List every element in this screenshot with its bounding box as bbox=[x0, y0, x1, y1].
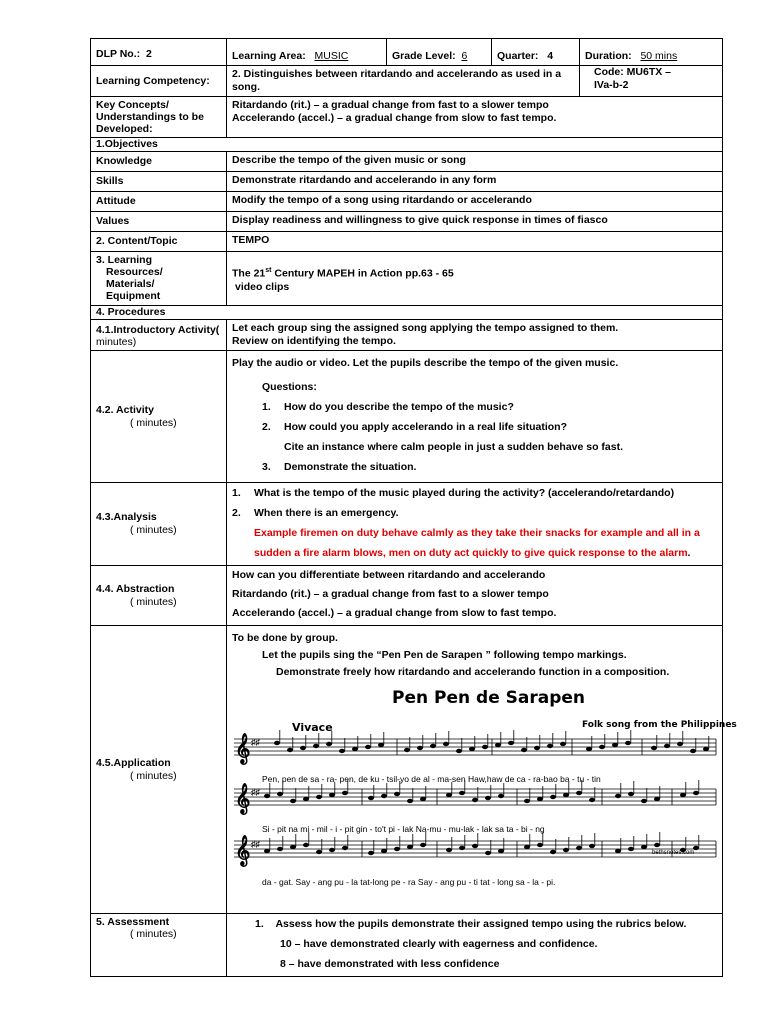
grade-level-label: Grade Level: bbox=[392, 50, 456, 62]
note-head bbox=[524, 799, 530, 803]
competency-text: 2. Distinguishes between ritardando and accelerando as used in a song. bbox=[227, 66, 580, 97]
analysis-item-2: 2. When there is an emergency. bbox=[232, 503, 717, 523]
note-head bbox=[703, 747, 709, 751]
quarter-label: Quarter: bbox=[497, 50, 539, 62]
note-head bbox=[287, 748, 293, 752]
note-head bbox=[316, 795, 322, 799]
abstraction-label bbox=[91, 566, 227, 626]
note-head bbox=[589, 798, 595, 802]
note-head bbox=[264, 849, 270, 853]
note-head bbox=[300, 746, 306, 750]
key-concepts-label bbox=[91, 97, 227, 138]
note-head bbox=[654, 843, 660, 847]
duration-label: Duration: bbox=[585, 50, 632, 62]
note-head bbox=[537, 797, 543, 801]
application-row bbox=[91, 626, 723, 914]
procedures-heading: 4. Procedures bbox=[91, 306, 723, 320]
values-row bbox=[91, 212, 723, 232]
note-head bbox=[290, 845, 296, 849]
application-label bbox=[91, 626, 227, 914]
analysis-minutes: ( minutes) bbox=[130, 524, 177, 536]
book-title-sup: st bbox=[265, 267, 272, 274]
analysis-list bbox=[232, 483, 717, 563]
assessment-title: 5. Assessment bbox=[96, 916, 170, 928]
note-head bbox=[550, 850, 556, 854]
activity-title: 4.2. Activity bbox=[96, 403, 154, 416]
activity-row bbox=[91, 351, 723, 483]
note-head bbox=[430, 744, 436, 748]
header-row bbox=[91, 39, 723, 66]
note-head bbox=[482, 745, 488, 749]
analysis-row bbox=[91, 483, 723, 566]
knowledge-text: Describe the tempo of the given music or song bbox=[227, 152, 723, 172]
song-subtitle: Folk song from the Philippines bbox=[582, 720, 737, 730]
key-concept-ritardando: Ritardando (rit.) – a gradual change from fast to a slower tempo bbox=[232, 99, 549, 111]
application-content bbox=[227, 626, 737, 914]
lyrics-line-1: Pen, pen de sa - ra- pen, de ku - tsil-yo de al - ma-sen Haw,haw de ca - ra-bao ba - tu - tin bbox=[262, 774, 601, 784]
note-head bbox=[537, 843, 543, 847]
note-head bbox=[498, 849, 504, 853]
note-head bbox=[316, 850, 322, 854]
note-head bbox=[290, 799, 296, 803]
application-line1: To be done by group. bbox=[232, 632, 338, 644]
analysis-example-line2: sudden a fire alarm blows, men on duty act quickly to give quick response to the alarm bbox=[254, 547, 688, 559]
note-head bbox=[394, 847, 400, 851]
note-head bbox=[680, 793, 686, 797]
note-head bbox=[394, 792, 400, 796]
note-head bbox=[274, 741, 280, 745]
treble-clef-icon: 𝄞 bbox=[235, 784, 251, 814]
resources-row bbox=[91, 252, 723, 306]
learning-area-value: MUSIC bbox=[314, 50, 349, 62]
abstraction-title: 4.4. Abstraction bbox=[96, 582, 175, 595]
resources-label-line2: Resources/ bbox=[106, 266, 163, 278]
sheet-music-credit: bethsnotes.com bbox=[652, 850, 695, 856]
note-head bbox=[404, 748, 410, 752]
key-signature-icon: ♯♯ bbox=[251, 787, 260, 797]
questions-list bbox=[232, 397, 717, 477]
key-concepts-label-line2: Understandings to be bbox=[96, 111, 204, 123]
duration-value: 50 mins bbox=[640, 50, 678, 62]
note-head bbox=[651, 746, 657, 750]
key-concept-accelerando: Accelerando (accel.) – a gradual change from slow to fast tempo. bbox=[232, 112, 557, 124]
key-concepts-text bbox=[227, 97, 723, 138]
note-head bbox=[352, 747, 358, 751]
note-head bbox=[342, 791, 348, 795]
key-concepts-row bbox=[91, 97, 723, 138]
question-2-text: How could you apply accelerando in a real life situation? bbox=[284, 421, 567, 433]
question-2: 2. How could you apply accelerando in a real life situation? bbox=[262, 417, 717, 437]
assessment-minutes: ( minutes) bbox=[130, 928, 177, 940]
intro-activity-row bbox=[91, 320, 723, 351]
note-head bbox=[654, 797, 660, 801]
duration-cell bbox=[580, 39, 723, 66]
values-label: Values bbox=[91, 212, 227, 232]
intro-activity-minutes: minutes) bbox=[96, 336, 137, 348]
note-head bbox=[303, 797, 309, 801]
values-text: Display readiness and willingness to give quick response in times of fiasco bbox=[227, 212, 723, 232]
book-title-part1: The 21 bbox=[232, 267, 266, 280]
question-2-cont bbox=[262, 437, 717, 457]
lyrics-line-2: Si - pit na mi - mil - i - pit gin - to't pi - lak Na-mu - mu-lak - lak sa ta - bi - ng bbox=[262, 824, 545, 834]
competency-code-line2: IVa-b-2 bbox=[594, 79, 629, 91]
abstraction-minutes: ( minutes) bbox=[130, 595, 177, 608]
resources-label-line3: Materials/ bbox=[106, 278, 155, 290]
treble-clef-icon: 𝄞 bbox=[235, 836, 251, 866]
note-head bbox=[563, 848, 569, 852]
question-1-text: How do you describe the tempo of the music? bbox=[284, 401, 514, 413]
quarter-value: 4 bbox=[547, 50, 554, 62]
quarter-cell bbox=[492, 39, 580, 66]
application-title: 4.5.Application bbox=[96, 756, 171, 769]
analysis-example-period: . bbox=[687, 547, 691, 559]
grade-level-value: 6 bbox=[461, 50, 468, 62]
note-head bbox=[326, 742, 332, 746]
assessment-row bbox=[91, 914, 723, 977]
note-head bbox=[339, 749, 345, 753]
note-head bbox=[599, 745, 605, 749]
lesson-plan-table bbox=[90, 38, 737, 977]
note-head bbox=[586, 747, 592, 751]
analysis-example-1 bbox=[232, 523, 717, 543]
note-head bbox=[664, 744, 670, 748]
resources-label bbox=[91, 252, 227, 306]
analysis-example-2 bbox=[232, 543, 717, 563]
note-head bbox=[563, 793, 569, 797]
staff-2 bbox=[234, 780, 716, 816]
note-head bbox=[277, 792, 283, 796]
abstraction-line1: How can you differentiate between ritardando and accelerando bbox=[232, 569, 546, 581]
dlp-number-cell bbox=[91, 39, 227, 66]
note-head bbox=[615, 794, 621, 798]
abstraction-line2: Ritardando (rit.) – a gradual change from fast to a slower tempo bbox=[232, 588, 549, 600]
note-head bbox=[378, 743, 384, 747]
knowledge-row bbox=[91, 152, 723, 172]
application-line3: Demonstrate freely how ritardando and accelerando function in a composition. bbox=[276, 666, 670, 678]
competency-code bbox=[580, 66, 723, 97]
note-head bbox=[368, 851, 374, 855]
content-row bbox=[91, 232, 723, 252]
lesson-plan bbox=[90, 38, 737, 977]
note-head bbox=[420, 797, 426, 801]
competency-row bbox=[91, 66, 723, 97]
note-head bbox=[612, 743, 618, 747]
note-head bbox=[303, 843, 309, 847]
key-signature-icon: ♯♯ bbox=[251, 839, 260, 849]
activity-minutes: ( minutes) bbox=[130, 416, 177, 429]
staff-3 bbox=[234, 832, 716, 868]
note-head bbox=[368, 796, 374, 800]
note-head bbox=[550, 795, 556, 799]
analysis-label bbox=[91, 483, 227, 566]
song-sheet-music bbox=[232, 681, 737, 889]
activity-text bbox=[227, 351, 723, 483]
note-head bbox=[420, 843, 426, 847]
resources-book bbox=[232, 264, 717, 281]
note-head bbox=[472, 844, 478, 848]
note-head bbox=[277, 847, 283, 851]
analysis-item-1: 1. What is the tempo of the music played during the activity? (accelerando/retardando) bbox=[232, 483, 717, 503]
note-head bbox=[625, 741, 631, 745]
dlp-label: DLP No.: bbox=[96, 47, 141, 60]
intro-activity-text bbox=[227, 320, 723, 351]
assessment-item-1-num: 1. bbox=[255, 918, 264, 930]
note-head bbox=[524, 845, 530, 849]
question-3: 3. Demonstrate the situation. bbox=[262, 457, 717, 477]
note-head bbox=[560, 742, 566, 746]
intro-line1: Let each group sing the assigned song applying the tempo assigned to them. bbox=[232, 322, 619, 334]
analysis-example-line1: Example firemen on duty behave calmly as they take their snacks for example and all in a bbox=[254, 527, 700, 539]
analysis-title: 4.3.Analysis bbox=[96, 511, 157, 523]
assessment-item-1 bbox=[232, 914, 717, 934]
note-head bbox=[589, 844, 595, 848]
activity-label bbox=[91, 351, 227, 483]
assessment-item-1-text: Assess how the pupils demonstrate their assigned tempo using the rubrics below. bbox=[275, 918, 687, 930]
note-head bbox=[521, 748, 527, 752]
attitude-row bbox=[91, 192, 723, 212]
note-head bbox=[547, 744, 553, 748]
note-head bbox=[381, 794, 387, 798]
note-head bbox=[446, 793, 452, 797]
note-head bbox=[485, 796, 491, 800]
note-head bbox=[693, 791, 699, 795]
note-head bbox=[329, 793, 335, 797]
content-text: TEMPO bbox=[227, 232, 723, 252]
lyrics-line-3: da - gat. Say - ang pu - la tat-long pe - ra Say - ang pu - ti tat - long sa - la - pi. bbox=[262, 877, 556, 887]
resources-video: video clips bbox=[235, 280, 290, 293]
key-signature-icon: ♯♯ bbox=[251, 737, 260, 747]
analysis-item-2-text: When there is an emergency. bbox=[254, 507, 399, 519]
resources-text bbox=[227, 252, 723, 306]
attitude-text: Modify the tempo of a song using ritardando or accelerando bbox=[227, 192, 723, 212]
question-1: 1. How do you describe the tempo of the music? bbox=[262, 397, 717, 417]
note-head bbox=[443, 742, 449, 746]
note-head bbox=[508, 741, 514, 745]
learning-area-cell bbox=[227, 39, 387, 66]
application-line2: Let the pupils sing the “Pen Pen de Sarapen ” following tempo markings. bbox=[262, 649, 627, 661]
note-head bbox=[456, 749, 462, 753]
attitude-label: Attitude bbox=[91, 192, 227, 212]
abstraction-row bbox=[91, 566, 723, 626]
assessment-label bbox=[91, 914, 227, 977]
learning-area-label: Learning Area: bbox=[232, 50, 306, 62]
note-head bbox=[495, 743, 501, 747]
key-concepts-label-line1: Key Concepts/ bbox=[96, 99, 169, 111]
note-head bbox=[446, 848, 452, 852]
note-head bbox=[342, 846, 348, 850]
note-head bbox=[485, 851, 491, 855]
note-head bbox=[459, 846, 465, 850]
note-head bbox=[417, 746, 423, 750]
intro-activity-title: 4.1.Introductory Activity( bbox=[96, 324, 220, 336]
competency-label: Learning Competency: bbox=[91, 66, 227, 97]
note-head bbox=[628, 847, 634, 851]
competency-code-line1: Code: MU6TX – bbox=[594, 66, 672, 78]
question-3-text: Demonstrate the situation. bbox=[284, 461, 417, 473]
book-title-part2: Century MAPEH in Action pp.63 - 65 bbox=[271, 267, 454, 280]
analysis-item-1-text: What is the tempo of the music played during the activity? (accelerando/retardando) bbox=[254, 487, 675, 499]
note-head bbox=[498, 794, 504, 798]
note-head bbox=[690, 749, 696, 753]
note-head bbox=[381, 849, 387, 853]
note-head bbox=[472, 798, 478, 802]
intro-line2: Review on identifying the tempo. bbox=[232, 335, 396, 347]
objectives-heading: 1.Objectives bbox=[91, 138, 723, 152]
note-head bbox=[264, 794, 270, 798]
abstraction-text bbox=[227, 566, 723, 626]
procedures-heading-row bbox=[91, 306, 723, 320]
note-head bbox=[576, 846, 582, 850]
skills-label: Skills bbox=[91, 172, 227, 192]
note-head bbox=[641, 799, 647, 803]
treble-clef-icon: 𝄞 bbox=[235, 734, 251, 764]
intro-activity-label bbox=[91, 320, 227, 351]
objectives-heading-row bbox=[91, 138, 723, 152]
application-minutes: ( minutes) bbox=[130, 769, 177, 782]
note-head bbox=[329, 848, 335, 852]
note-head bbox=[576, 791, 582, 795]
song-title: Pen Pen de Sarapen bbox=[392, 688, 586, 708]
resources-label-line4: Equipment bbox=[106, 290, 161, 302]
dlp-number: 2 bbox=[145, 47, 152, 60]
skills-text: Demonstrate ritardando and accelerando in any form bbox=[227, 172, 723, 192]
analysis-text bbox=[227, 483, 723, 566]
note-head bbox=[459, 791, 465, 795]
note-head bbox=[628, 792, 634, 796]
content-label: 2. Content/Topic bbox=[91, 232, 227, 252]
question-2-cont-text: Cite an instance where calm people in just a sudden behave so fast. bbox=[284, 441, 624, 453]
resources-label-line1: 3. Learning bbox=[96, 254, 153, 266]
abstraction-line3: Accelerando (accel.) – a gradual change from slow to fast tempo. bbox=[232, 607, 557, 619]
note-head bbox=[365, 745, 371, 749]
note-head bbox=[469, 747, 475, 751]
questions-label: Questions: bbox=[262, 381, 317, 393]
note-head bbox=[641, 845, 647, 849]
assessment-text bbox=[227, 914, 723, 977]
knowledge-label: Knowledge bbox=[91, 152, 227, 172]
skills-row bbox=[91, 172, 723, 192]
key-concepts-label-line3: Developed: bbox=[96, 123, 153, 135]
note-head bbox=[407, 845, 413, 849]
rubric-10: 10 – have demonstrated clearly with eagerness and confidence. bbox=[280, 938, 598, 950]
rubric-8: 8 – have demonstrated with less confidence bbox=[280, 958, 500, 970]
note-head bbox=[677, 742, 683, 746]
staff-1 bbox=[234, 730, 716, 766]
note-head bbox=[615, 849, 621, 853]
note-head bbox=[313, 744, 319, 748]
note-head bbox=[534, 746, 540, 750]
staves bbox=[234, 730, 716, 868]
note-head bbox=[407, 799, 413, 803]
song-tempo-marking: Vivace bbox=[292, 721, 333, 734]
grade-level-cell bbox=[387, 39, 492, 66]
activity-intro: Play the audio or video. Let the pupils describe the tempo of the given music. bbox=[232, 357, 619, 369]
